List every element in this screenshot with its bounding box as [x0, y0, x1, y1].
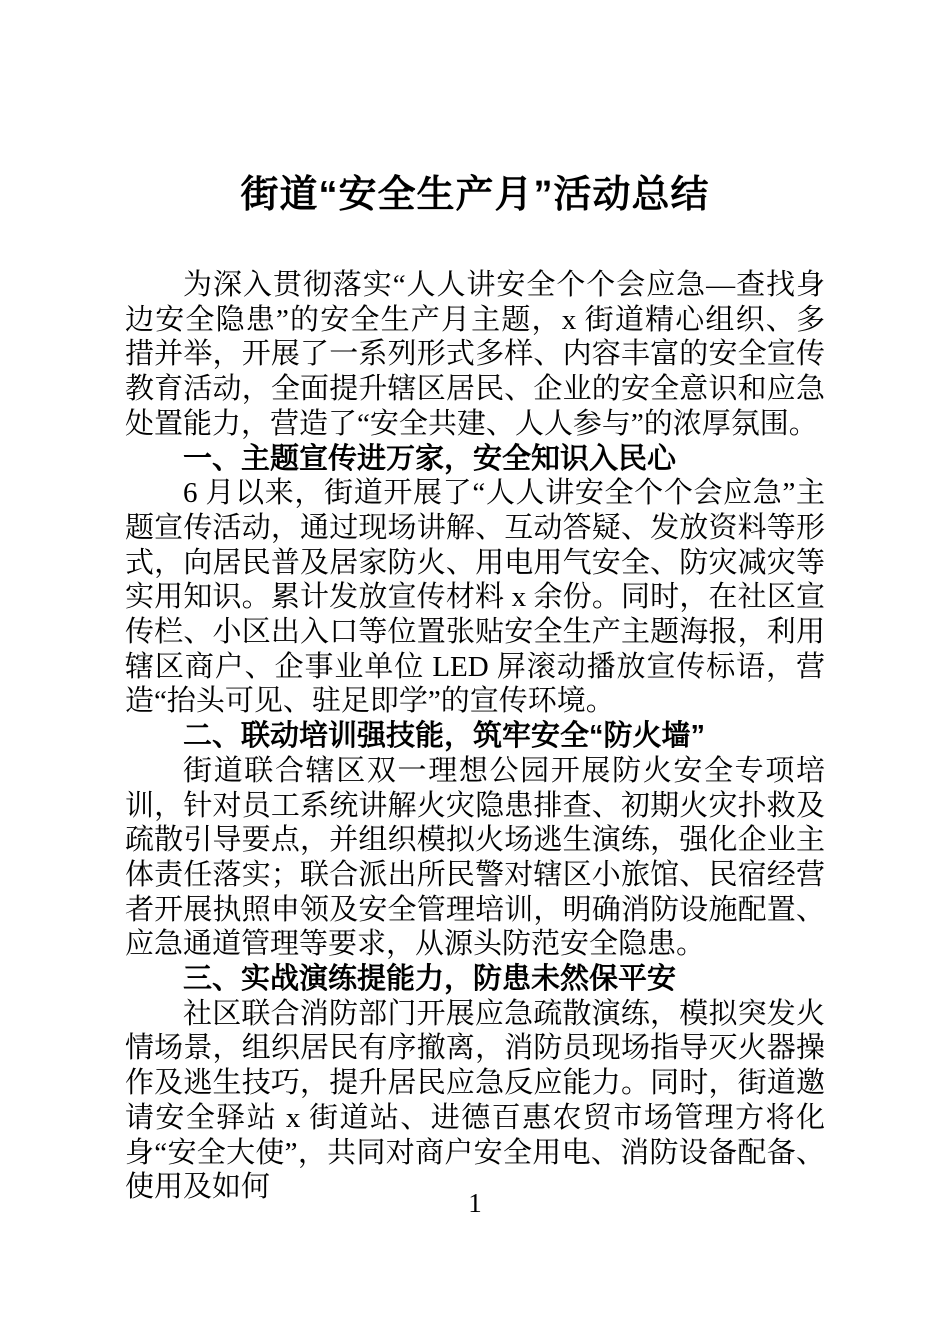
page-number: 1	[468, 1188, 482, 1218]
document-title: 街道“安全生产月”活动总结	[240, 174, 710, 216]
paragraph-section-2: 街道联合辖区双一理想公园开展防火安全专项培训，针对员工系统讲解火灾隐患排查、初期火灾扑救及疏散引导要点，并组织模拟火场逃生演练，强化企业主体责任落实；联合派出所民警对辖区小旅馆、民宿经营者开展执照申领及安全管理培训，明确消防设施配置、应急通道管理等要求，从源头防范安全隐患。	[125, 754, 825, 961]
paragraph-section-3: 社区联合消防部门开展应急疏散演练，模拟突发火情场景，组织居民有序撤离，消防员现场指导灭火器操作及逃生技巧，提升居民应急反应能力。同时，街道邀请安全驿站 x 街道站、进德百惠农贸市场管理方将化身“安全大使”，共同对商户安全用电、消防设备配备、使用及如何	[125, 997, 825, 1204]
section-heading-1: 一、主题宣传进万家，安全知识入民心	[183, 442, 677, 475]
section-heading-3: 三、实战演练提能力，防患未然保平安	[183, 963, 677, 996]
paragraph-intro: 为深入贯彻落实“人人讲安全个个会应急—查找身边安全隐患”的安全生产月主题，x 街道精心组织、多措并举，开展了一系列形式多样、内容丰富的安全宣传教育活动，全面提升辖区居民、企业的安全意识和应急处置能力，营造了“安全共建、人人参与”的浓厚氛围。	[125, 269, 825, 440]
section-heading-2: 二、联动培训强技能，筑牢安全“防火墙”	[183, 720, 706, 753]
paragraph-section-1: 6 月以来，街道开展了“人人讲安全个个会应急”主题宣传活动，通过现场讲解、互动答疑、发放资料等形式，向居民普及居家防火、用电用气安全、防灾减灾等实用知识。累计发放宣传材料 x 余份。同时，在社区宣传栏、小区出入口等位置张贴安全生产主题海报，利用辖区商户、企事业单位 LED 屏滚动播放宣传标语，营造“抬头可见、驻足即学”的宣传环境。	[125, 477, 825, 718]
